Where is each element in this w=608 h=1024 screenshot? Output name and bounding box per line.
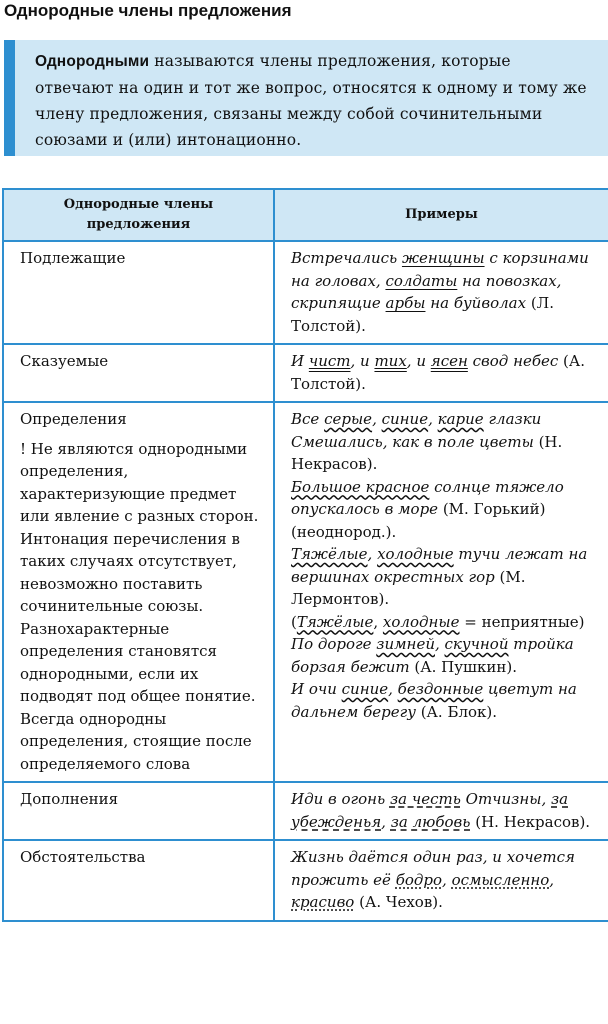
example-source: (Н. Некрасов) bbox=[291, 432, 563, 473]
example-text: , и bbox=[350, 352, 375, 370]
example-punct: . bbox=[512, 657, 517, 676]
attribute-word: Тяжёлые bbox=[296, 612, 374, 631]
predicate-word: чист bbox=[308, 352, 351, 370]
row-name-attributes bbox=[3, 402, 274, 782]
predicate-word: тих bbox=[374, 352, 407, 370]
example-text: = неприятные) bbox=[459, 612, 585, 631]
table-row bbox=[3, 782, 608, 840]
definition-text: называются члены предложения, которые отвечают на один и тот же вопрос, относятся к одному и тому же члену предложения, связаны между собой сочинительными союзами и (или) интонационно. bbox=[35, 52, 587, 149]
example-text: тучи лежат на вершинах окрестных гор bbox=[291, 545, 588, 586]
example-text: на повозках, скрипящие bbox=[291, 271, 562, 312]
example-punct: . bbox=[438, 893, 443, 911]
example-text: , bbox=[367, 545, 378, 563]
homogeneous-members-table bbox=[2, 188, 608, 922]
example-text: свод небес bbox=[467, 352, 564, 370]
example-punct: . bbox=[391, 522, 397, 541]
attribute-example-5 bbox=[291, 633, 596, 678]
subject-word: женщины bbox=[401, 249, 485, 267]
example-text: , bbox=[372, 410, 382, 428]
attribute-word: бездонные bbox=[397, 680, 484, 698]
example-text: Иди в огонь bbox=[291, 790, 390, 808]
example-text: с корзинами на головах, bbox=[291, 249, 589, 290]
example-source: (М. Горький) (неоднород.) bbox=[291, 500, 546, 541]
adverbial-word: красиво bbox=[291, 893, 355, 911]
example-text: на буйволах bbox=[425, 294, 531, 312]
attribute-example-6 bbox=[291, 678, 596, 723]
example-text: , bbox=[549, 870, 555, 889]
example-text: , bbox=[388, 680, 398, 698]
object-word: за убежденья bbox=[291, 790, 569, 831]
attribute-word: синие bbox=[381, 410, 429, 428]
attribute-example-3 bbox=[291, 543, 596, 611]
attribute-word: зимней bbox=[376, 635, 435, 653]
table-row bbox=[3, 241, 608, 344]
example-text: И bbox=[291, 352, 309, 370]
example-text: , bbox=[381, 812, 391, 831]
example-source: (А. Чехов) bbox=[359, 893, 439, 911]
attributes-note: Всегда однородны определения, стоящие после определяемого слова bbox=[20, 709, 252, 773]
attribute-word: Тяжёлые bbox=[291, 545, 368, 563]
example-text: И очи bbox=[291, 680, 342, 698]
attribute-example-4 bbox=[291, 611, 596, 634]
attribute-word: холодные bbox=[382, 612, 460, 631]
example-text: Жизнь даётся один раз, и хочется прожить её bbox=[291, 848, 575, 889]
attribute-example-1 bbox=[291, 408, 596, 476]
example-punct: . bbox=[361, 316, 366, 335]
example-punct: . bbox=[372, 455, 378, 473]
example-text: , и bbox=[406, 352, 431, 370]
adverbial-word: осмысленно bbox=[451, 870, 550, 889]
definition-box bbox=[4, 40, 608, 156]
example-punct: . bbox=[585, 812, 591, 831]
example-text: ( bbox=[291, 612, 297, 631]
table-header-row bbox=[3, 189, 608, 241]
example-text: глазки Смешались, как в поле цветы bbox=[291, 410, 542, 451]
row-name-predicates: Сказуемые bbox=[3, 344, 274, 402]
page-title: Однородные члены предложения bbox=[4, 1, 292, 20]
header-members: Однородные члены предложения bbox=[3, 189, 274, 241]
attribute-word: Большое красное bbox=[291, 477, 430, 496]
table-row bbox=[3, 402, 608, 782]
example-text: Отчизны, bbox=[460, 790, 551, 808]
example-source: (М. Лермонтов) bbox=[291, 567, 526, 608]
attributes-note: Разнохарактерные определения становятся однородными, если их подводят под общее понятие. bbox=[20, 619, 256, 705]
example-text: тройка борзая бежит bbox=[291, 635, 574, 676]
adverbial-word: бодро bbox=[395, 870, 443, 889]
table-row bbox=[3, 344, 608, 402]
example-text: , bbox=[434, 635, 445, 653]
example-source: (Н. Некрасов) bbox=[475, 812, 586, 831]
row-name-subjects: Подлежащие bbox=[3, 241, 274, 344]
example-source: (А. Блок) bbox=[420, 702, 493, 721]
example-text: цветут на дальнем берегу bbox=[291, 680, 577, 721]
example-predicates bbox=[274, 344, 608, 402]
subject-word: арбы bbox=[385, 294, 426, 312]
attribute-word: карие bbox=[437, 410, 484, 428]
example-punct: . bbox=[492, 702, 498, 721]
header-examples: Примеры bbox=[274, 189, 608, 241]
example-text: Все bbox=[291, 410, 325, 428]
example-text: солнце тяжело опускалось в море bbox=[291, 477, 564, 518]
example-source: (Л. Толстой) bbox=[291, 294, 554, 335]
row-name-objects: Дополнения bbox=[3, 782, 274, 840]
definition-term: Однородными bbox=[35, 53, 150, 70]
example-text: Встречались bbox=[291, 249, 402, 267]
row-name-adverbials: Обстоятельства bbox=[3, 840, 274, 921]
subject-word: солдаты bbox=[385, 271, 458, 290]
table-row bbox=[3, 840, 608, 921]
example-text: , bbox=[442, 870, 452, 889]
attribute-word: синие bbox=[341, 680, 389, 698]
example-objects bbox=[274, 782, 608, 840]
example-subjects bbox=[274, 241, 608, 344]
example-text: По дороге bbox=[291, 635, 377, 653]
example-attributes bbox=[274, 402, 608, 782]
example-punct: . bbox=[361, 374, 366, 393]
example-source: (А. Толстой) bbox=[291, 352, 586, 393]
predicate-word: ясен bbox=[430, 352, 468, 370]
attribute-example-2 bbox=[291, 476, 596, 544]
example-source: (А. Пушкин) bbox=[414, 657, 513, 676]
example-adverbials bbox=[274, 840, 608, 921]
example-text: , bbox=[373, 612, 383, 631]
example-punct: . bbox=[384, 590, 390, 608]
object-word: за любовь bbox=[390, 812, 471, 831]
attribute-word: холодные bbox=[377, 545, 454, 563]
attribute-word: скучной bbox=[444, 635, 509, 653]
attribute-word: серые bbox=[324, 410, 373, 428]
object-word: за честь bbox=[389, 790, 461, 808]
row-name-text: Определения bbox=[20, 410, 127, 428]
attributes-note: ! Не являются однородными определения, характеризующие предмет или явление с разных сторон. Интонация перечисления в таких случаях отсутствует, невозможно поставить сочинительные союзы. bbox=[20, 439, 259, 615]
example-text: , bbox=[428, 410, 438, 428]
